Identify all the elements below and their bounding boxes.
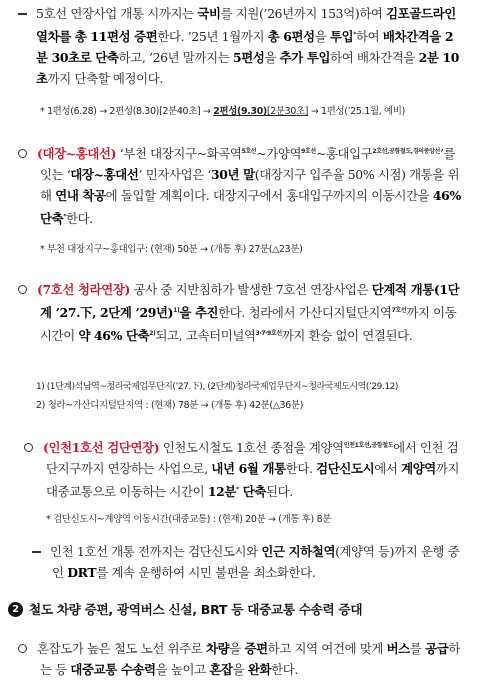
dash-bullet-icon bbox=[32, 551, 41, 553]
note-line7-time: 2) 청라~가산디지털단지역 : (현재) 78분 → (개통 후) 42분(△36분) bbox=[36, 400, 304, 411]
circle-bullet-icon bbox=[18, 644, 27, 653]
paragraph-incheon-line1: (인천1호선 검단연장) 인천도시철도 1호선 종점을 계양역$^{인천1호선,공항철도}$에서 인천 검단지구까지 연장하는 사업으로, 내년 6월 개통한다. 검단신도시에서 계양역까지 대중교통으로 이동하는 시간이 12분* 단축된다. bbox=[46, 435, 463, 502]
paragraph-gimpo-line: 5호선 연장사업 개통 시까지는 국비를 지원(’26년까지 153억)하여 김포골드라인 열차를 총 11편성 증편한다. ’25년 1월까지 총 6편성을 투입*하여 배차간격을 2분 30초로 단축하고, ’26년 말까지는 5편성을 추가 투입하여 배차간격을 2분 10초까지 단축할 예정이다. bbox=[36, 3, 463, 89]
circle-bullet-icon bbox=[18, 285, 27, 294]
paragraph-daejang-hongdae: (대장~홍대선) ‘부천 대장지구~화곡역$^{5호선}$~가양역$^{9호선}$~홍대입구$^{2호선,공항철도,경의중앙선}$’를 잇는 ‘대장~홍대선’ 민자사업은 ‘30년 말(대장지구 입주율 50% 시점) 개통을 위해 연내 착공에 돌입할 계획이다. 대장지구에서 홍대입구까지의 이동시간을 46% 단축*한다. bbox=[40, 141, 463, 229]
paragraph-capacity: 혼잡도가 높은 철도 노선 위주로 차량을 증편하고 지역 여건에 맞게 버스를 공급하는 등 대중교통 수송력을 높이고 혼잡을 완화한다. bbox=[40, 638, 463, 680]
circle-bullet-icon bbox=[18, 149, 27, 158]
section-number-badge: 2 bbox=[8, 602, 23, 617]
note-line7-stages: 1) (1단계)석남역~청라국제업무단지(’27.下), (2단계)청라국제업무단지~청라국제도시역(’29.12) bbox=[36, 382, 398, 392]
dash-bullet-icon bbox=[18, 13, 27, 15]
paragraph-drt: 인천 1호선 개통 전까지는 검단신도시와 인근 지하철역(계양역 등)까지 운행 중인 DRT를 계속 운행하여 시민 불편을 최소화한다. bbox=[52, 541, 463, 583]
note-geomdan-time: * 검단신도시~계양역 이동시간(대중교통) : (현재) 20분 → (개통 후) 8분 bbox=[46, 514, 332, 525]
paragraph-line7-cheongna: (7호선 청라연장) 공사 중 지반침하가 발생한 7호선 연장사업은 단계적 개통(1단계 ’27.下, 2단계 ’29년)$^{1)}$을 추진한다. 청라에서 가산디지털단지역$^{7호선}$까지 이동시간이 약 46% 단축$^{2)}$되고, 고속터미널역$^{3\cdot 7\cdot 9호선}$까지 환승 없이 연결된다. bbox=[40, 279, 463, 346]
circle-bullet-icon bbox=[24, 443, 33, 452]
note-daejang-time: * 부천 대장지구~홍대입구: (현재) 50분 → (개통 후) 27분(△23분) bbox=[40, 244, 303, 255]
note-gimpo-schedule: * 1편성(6.28) → 2편성(8.30)[2분40초] → 2편성(9.30)[2분30초] → 1편성(’25.1월, 예비) bbox=[40, 106, 405, 117]
section-heading: 2 철도 차량 증편, 광역버스 신설, BRT 등 대중교통 수송력 증대 bbox=[8, 599, 481, 618]
